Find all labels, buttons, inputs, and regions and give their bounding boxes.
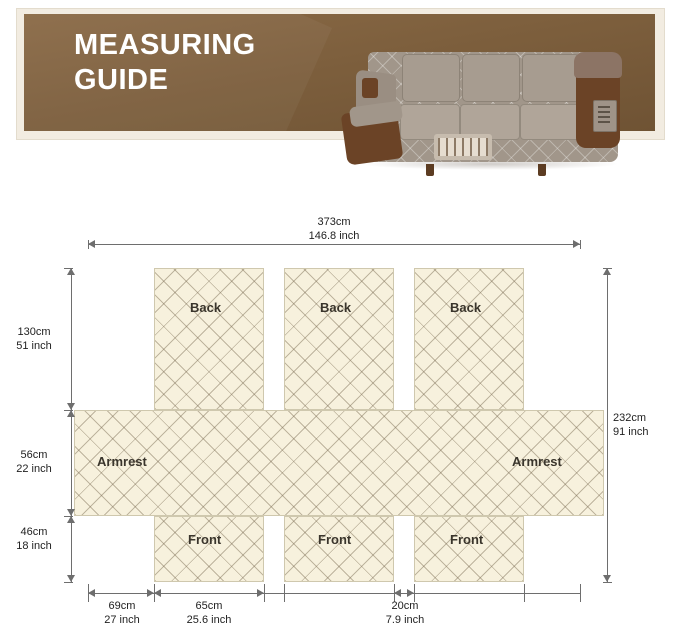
dim-seat-width-line-3 (414, 593, 524, 594)
dim-armrest-height-imperial: 22 inch (16, 462, 52, 475)
label-armrest-left: Armrest (97, 454, 147, 469)
page-title-line-2: GUIDE (74, 64, 169, 97)
measuring-guide-banner (0, 0, 679, 148)
dim-total-height-line (607, 268, 608, 582)
sofa-side-pocket (593, 100, 617, 132)
dim-total-width-tick-left (88, 240, 89, 249)
dim-armrest-width-arrow-right (147, 589, 154, 597)
dim-armrest-width-metric: 69cm (108, 600, 136, 612)
sofa-recliner-mechanism (434, 134, 492, 160)
dim-gap-width-line-1 (264, 593, 284, 594)
dim-armrest-width-imperial: 27 inch (104, 613, 140, 626)
dim-armrest-height-metric: 56cm (20, 449, 48, 461)
dim-back-height-arrow-up (67, 268, 75, 275)
dim-front-height-metric: 46cm (20, 526, 48, 538)
slipcover-dimension-diagram (0, 190, 679, 626)
dim-armrest-width-line-2 (524, 593, 580, 594)
dim-total-width-line (88, 244, 580, 245)
dim-front-height-imperial: 18 inch (16, 539, 52, 552)
product-photo (338, 18, 650, 178)
dim-back-height-line (71, 268, 72, 410)
sofa-leg-right (538, 164, 546, 176)
dim-total-height-arrow-up (603, 268, 611, 275)
sofa-back-cushion-left (402, 54, 460, 102)
dim-armrest-height-text (2, 449, 66, 477)
sofa-leg-left (426, 164, 434, 176)
dim-front-height-line (71, 516, 72, 582)
dim-total-height-imperial: 91 inch (613, 425, 649, 438)
label-back-center: Back (320, 300, 352, 315)
dim-armrest-height-arrow-down (67, 509, 75, 516)
dim-total-height-metric: 232cm (613, 412, 647, 424)
dim-total-height-tick-bottom (603, 582, 612, 583)
dim-back-height-arrow-down (67, 403, 75, 410)
sofa-armrest-right-cover (574, 52, 622, 78)
dim-front-height-arrow-up (67, 516, 75, 523)
dim-seat-width-imperial: 25.6 inch (186, 613, 232, 626)
label-front-right: Front (450, 532, 484, 547)
dim-seat-width-line (154, 593, 264, 594)
dim-seat-width-metric: 65cm (195, 600, 223, 612)
piece-back-center (284, 268, 394, 410)
dim-armrest-height-arrow-up (67, 410, 75, 417)
dim-total-width-tick-right (580, 240, 581, 249)
dim-bottom-tick-8 (580, 584, 581, 602)
dim-total-width-text (274, 216, 394, 244)
dim-seat-width-arrow-right (257, 589, 264, 597)
sofa-strap (362, 78, 378, 98)
sofa-back-cushion-right (522, 54, 580, 102)
dim-gap-width-text (373, 600, 437, 628)
label-back-right: Back (450, 300, 482, 315)
piece-back-right (414, 268, 524, 410)
dim-total-height-tick-top (603, 268, 612, 269)
dim-seat-width-text (177, 600, 241, 628)
sofa-back-cushion-center (462, 54, 520, 102)
piece-front-right (414, 516, 524, 582)
label-front-center: Front (318, 532, 352, 547)
dim-armrest-height-line (71, 410, 72, 516)
dim-front-height-text (2, 526, 66, 554)
dim-seat-width-arrow-left (154, 589, 161, 597)
dim-total-height-arrow-down (603, 575, 611, 582)
dim-total-width-arrow-right (573, 240, 580, 248)
dim-armrest-width-line (88, 593, 154, 594)
page-title (74, 28, 374, 99)
dim-back-height-metric: 130cm (17, 326, 51, 338)
dim-gap-width-metric: 20cm (391, 600, 419, 612)
dim-gap-width-arrow-right (407, 589, 414, 597)
sofa-seat-cushion-right (520, 104, 580, 140)
dim-seat-width-line-2 (284, 593, 394, 594)
dim-armrest-width-text (90, 600, 154, 628)
label-back-left: Back (190, 300, 222, 315)
dim-front-height-arrow-down (67, 575, 75, 582)
label-armrest-right: Armrest (512, 454, 562, 469)
dim-armrest-width-arrow-left (88, 589, 95, 597)
dim-gap-width-imperial: 7.9 inch (385, 613, 425, 626)
dim-total-height-text (613, 412, 677, 440)
dim-total-width-imperial: 146.8 inch (308, 229, 360, 242)
piece-front-center (284, 516, 394, 582)
dim-back-height-text (2, 326, 66, 354)
dim-back-height-imperial: 51 inch (16, 339, 52, 352)
piece-back-left (154, 268, 264, 410)
piece-front-left (154, 516, 264, 582)
dim-left-tick-bottom (64, 582, 73, 583)
label-front-left: Front (188, 532, 222, 547)
dim-gap-width-arrow-left (394, 589, 401, 597)
dim-total-width-metric: 373cm (317, 216, 351, 228)
dim-total-width-arrow-left (88, 240, 95, 248)
page-title-line-1: MEASURING (74, 29, 256, 61)
